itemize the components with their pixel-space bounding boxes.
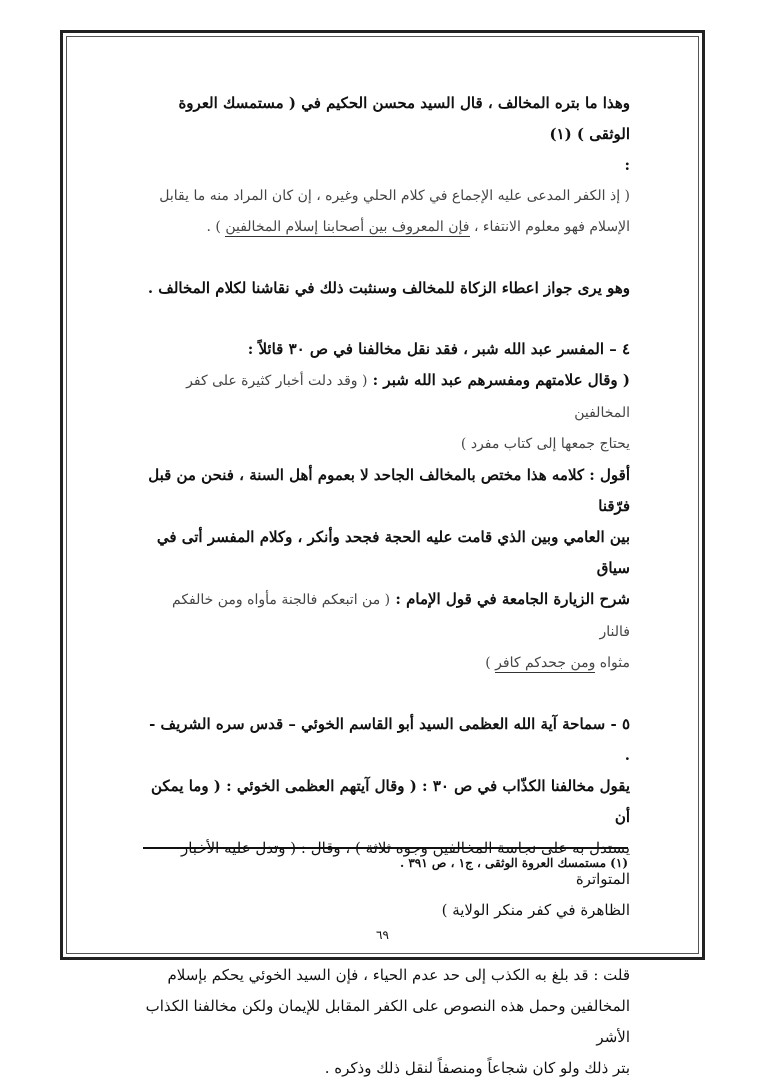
section-heading: ٥ - سماحة آية الله العظمى السيد أبو القاسم الخوئي – قدس سره الشريف - . [149,715,630,764]
text-line: الظاهرة في كفر منكر الولاية ) [441,901,630,919]
quote-segment: مثواه [595,655,630,671]
footnote-divider [143,847,628,849]
quote-line [140,648,630,679]
text-line: قلت : قد بلغ به الكذب إلى حد عدم الحياء ، فإن السيد الخوئي يحكم بإسلام [167,966,630,984]
underlined-quote: فإن المعروف بين أصحابنا إسلام المخالفين [225,219,470,235]
text-line: بين العامي وبين الذي قامت عليه الحجة فجحد وأنكر ، وكلام المفسر أتى في سياق [156,528,630,577]
underlined-quote: ومن جحدكم كافر [495,655,596,671]
text-line: بتر ذلك ولو كان شجاعاً ومنصفاً لنقل ذلك وذكره . [324,1059,630,1077]
text-segment: ( وقال علامتهم ومفسرهم عبد الله شبر : [367,371,630,389]
footnote: (١) مستمسك العروة الوثقى ، ج١ ، ص ٣٩١ . [400,856,628,870]
text-line [140,584,630,648]
quote-line: ( إذ الكفر المدعى عليه الإجماع في كلام الحلي وغيره ، إن كان المراد منه ما يقابل [159,188,630,204]
text-line: وهذا ما بتره المخالف ، قال السيد محسن الحكيم في ( مستمسك العروة الوثقى ) (١) [178,94,630,143]
quote-segment: ) . [206,219,226,235]
quote-segment: ( من اتبعكم فالجنة مأواه ومن خالفكم فالنار [172,592,630,640]
text-line: : [624,156,630,174]
text-line: وهو يرى جواز اعطاء الزكاة للمخالف وسنثبت ذلك في نقاشنا لكلام المخالف . [147,279,630,297]
quote-line: يحتاج جمعها إلى كتاب مفرد ) [460,436,630,452]
quote-segment: الإسلام فهو معلوم الانتفاء ، [469,219,630,235]
text-line: أقول : كلامه هذا مختص بالمخالف الجاحد لا بعموم أهل السنة ، فنحن من قبل فرّقنا [148,466,630,515]
text-line [140,365,630,429]
text-line: يستدل به على نجاسة المخالفين وجوه ثلاثة ) ، وقال : ( وتدل عليه الأخبار المتواترة [180,839,630,888]
text-line: يقول مخالفنا الكذّاب في ص ٣٠ : ( وقال آيتهم العظمى الخوئي : ( وما يمكن أن [150,777,630,826]
page-number: ٦٩ [376,928,389,942]
quote-segment: ( وقد دلت أخبار كثيرة على كفر المخالفين [186,373,630,421]
quote-segment: ) [485,655,496,671]
text-line: المخالفين وحمل هذه النصوص على الكفر المقابل للإيمان ولكن مخالفنا الكذاب الأشر [145,997,630,1046]
quote-line [140,212,630,243]
section-heading: ٤ – المفسر عبد الله شبر ، فقد نقل مخالفنا في ص ٣٠ قائلاً : [247,340,630,358]
text-segment: شرح الزيارة الجامعة في قول الإمام : [390,590,630,608]
